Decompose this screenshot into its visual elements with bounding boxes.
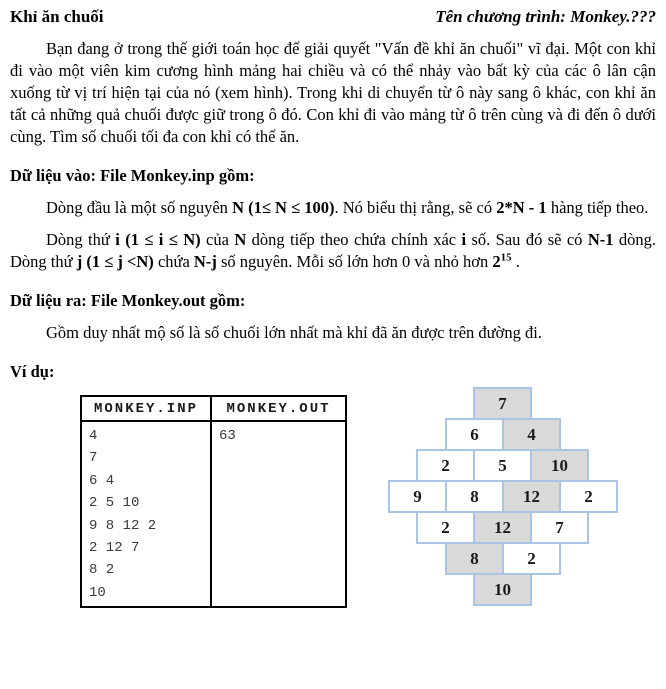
text-segment: số nguyên. Mỗi số lớn hơn 0 và nhỏ hơn [216,252,493,271]
inp-line: 4 [89,428,98,444]
text-segment: i [461,230,467,249]
diamond-diagram [388,387,618,606]
diagram-cell: 10 [530,449,589,482]
diagram-row [445,418,618,451]
text-segment: N (1≤ N ≤ 100) [232,198,335,217]
input-paragraph-1 [10,197,656,219]
inp-line: 2 12 7 [89,540,140,557]
inp-line: 2 5 10 [89,495,140,512]
text-segment [501,252,512,271]
diagram-row [473,573,618,606]
table-cell-inp [82,422,212,606]
diagram-cell: 7 [530,511,589,544]
text-segment: N-1 [587,230,614,249]
exponent: 15 [500,251,512,264]
inp-line: 10 [89,584,106,601]
diagram-cell: 2 [559,480,618,513]
example-section [80,395,656,608]
diagram-cell: 2 [416,511,475,544]
example-header: Ví dụ: [10,362,55,381]
output-section-header: Dữ liệu ra: File Monkey.out gồm: [10,291,246,310]
text-segment: N [234,230,247,249]
text-segment: Dòng đầu là một số nguyên [46,198,233,217]
title-bar [10,6,656,28]
text-segment: của [200,230,235,249]
intro-paragraph: Bạn đang ở trong thế giới toán học để giải quyết "Vấn đề khỉ ăn chuối" vĩ đại. Một con khỉ đi vào một viên kim cương hình mảng hai chiều và có thể nhảy vào bất kỳ của các ô lân cận xuống từ vị trí hiện tại của nó (xem hình). Trong khi di chuyển từ ô này sang ô khác, con khỉ ăn tất cả những quả chuối được giữ trong ô đó. Con khỉ đi vào mảng từ ô trên cùng và đi đến ô dưới cùng. Tìm số chuối tối đa con khỉ có thể ăn. [10,39,656,146]
text-segment: . Nó biểu thị rằng, sẽ có [334,198,497,217]
text-segment: dòng tiếp theo chứa chính xác [246,230,462,249]
diagram-row [445,542,618,575]
inp-line: 8 2 [89,562,115,579]
document-title: Khỉ ăn chuối [10,7,104,26]
text-segment: chứa [153,252,194,271]
program-name: Tên chương trình: Monkey.??? [435,7,656,26]
text-segment: số. Sau đó sẽ có [466,230,588,249]
diagram-cell: 9 [388,480,447,513]
diagram-cell: 8 [445,542,504,575]
input-section-header: Dữ liệu vào: File Monkey.inp gồm: [10,166,255,185]
diagram-cell: 8 [445,480,504,513]
diagram-cell: 12 [502,480,561,513]
diagram-row [416,511,618,544]
diagram-row [416,449,618,482]
inp-line: 9 8 12 2 [89,517,157,534]
out-line: 63 [219,428,236,444]
diagram-cell: 7 [473,387,532,420]
diagram-cell: 12 [473,511,532,544]
text-segment: 2*N - 1 [496,198,547,217]
diagram-cell: 2 [416,449,475,482]
diagram-cell: 10 [473,573,532,606]
text-segment: 2 [492,252,501,271]
table-cell-out [212,422,345,606]
diagram-cell: 5 [473,449,532,482]
diagram-cell: 2 [502,542,561,575]
text-segment: . [511,252,520,271]
diagram-cell: 4 [502,418,561,451]
io-table [80,395,347,608]
inp-line: 7 [89,450,98,467]
table-header-inp: MONKEY.INP [82,397,212,422]
table-header-out: MONKEY.OUT [212,397,345,422]
text-segment: j (1 ≤ j <N) [76,252,154,271]
output-paragraph: Gồm duy nhất mộ số là số chuối lớn nhất mà khỉ đã ăn được trên đường đi. [46,323,542,342]
text-segment: i (1 ≤ i ≤ N) [115,230,201,249]
diagram-row [388,480,618,513]
inp-line: 6 4 [89,472,115,489]
input-paragraph-2 [10,229,656,273]
text-segment: Dòng thứ [46,230,116,249]
text-segment: hàng tiếp theo. [546,198,649,217]
diagram-row [473,387,618,420]
text-segment: dòng. Dòng thứ [10,230,657,271]
text-segment: N-j [193,252,217,271]
diagram-cell: 6 [445,418,504,451]
